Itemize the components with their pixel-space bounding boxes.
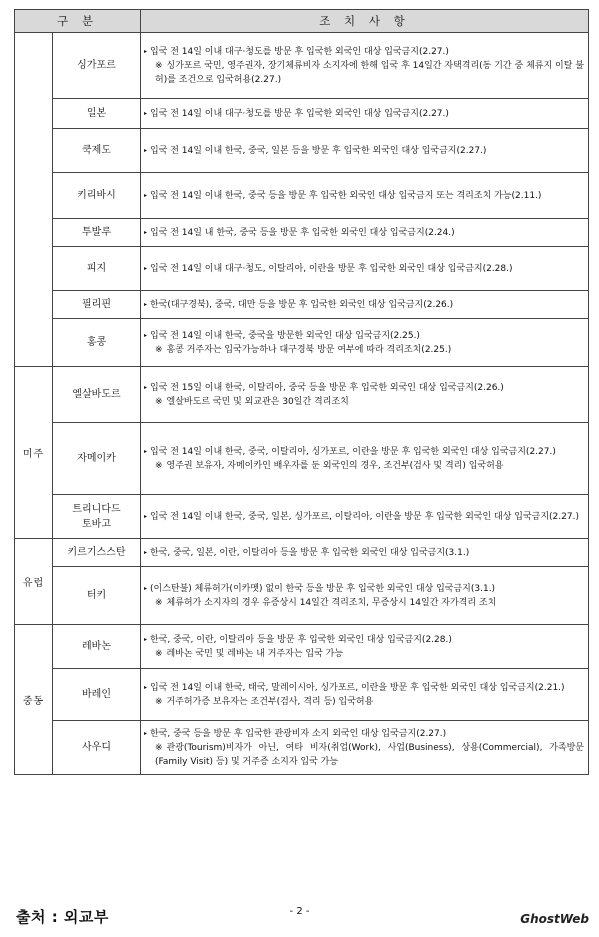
measure-note (144, 596, 584, 610)
measure-line (144, 546, 584, 560)
reference-mark-icon: ※ (155, 460, 163, 471)
note-text: 거주허가증 보유자는 조건부(검사, 격리 등) 입국허용 (166, 696, 374, 707)
country-cell (53, 625, 141, 669)
measure-cell (141, 173, 589, 219)
table-row (15, 319, 589, 367)
measure-cell (141, 247, 589, 291)
header-measures: 조 치 사 항 (141, 10, 589, 33)
reference-mark-icon: ※ (155, 597, 163, 608)
table-row (15, 423, 589, 495)
measure-text: 입국 전 14일 이내 한국, 중국, 이탈리아, 싱가포르, 이란을 방문 후 입국한 외국인 대상 입국금지(2.27.) (150, 446, 556, 457)
country-name: 엘살바도르 (72, 389, 121, 400)
country-name: 트리니다드 토바고 (72, 503, 121, 530)
table-row (15, 173, 589, 219)
measure-line (144, 189, 584, 203)
table-row (15, 539, 589, 567)
bullet-triangle-icon: ▸ (144, 146, 148, 154)
measure-cell (141, 219, 589, 247)
measure-line (144, 298, 584, 312)
measure-line (144, 226, 584, 240)
table-row (15, 625, 589, 669)
country-cell (53, 247, 141, 291)
bullet-triangle-icon: ▸ (144, 191, 148, 199)
measure-cell (141, 33, 589, 99)
reference-mark-icon: ※ (155, 696, 163, 707)
watermark-logo: GhostWeb (520, 912, 589, 926)
source-label: 출처 : 외교부 (16, 908, 109, 926)
header-category: 구 분 (15, 10, 141, 33)
measure-note (144, 459, 584, 473)
measure-cell (141, 423, 589, 495)
page-number: - 2 - (289, 906, 310, 917)
country-name: 싱가포르 (77, 60, 116, 71)
measure-line (144, 445, 584, 459)
region-cell: 미주 (15, 367, 53, 539)
table-row (15, 33, 589, 99)
note-text: 레바논 국민 및 레바논 내 거주자는 입국 가능 (166, 648, 344, 659)
measure-note (144, 695, 584, 709)
table-header-row (15, 10, 589, 33)
measure-cell (141, 567, 589, 625)
region-cell: 유럽 (15, 539, 53, 625)
measure-text: 입국 전 14일 내 한국, 중국 등을 방문 후 입국한 외국인 대상 입국금지(2.24.) (150, 227, 455, 238)
table-row (15, 99, 589, 129)
measure-line (144, 633, 584, 647)
measure-text: 입국 전 14일 이내 대구·청도, 이탈리아, 이란을 방문 후 입국한 외국인 대상 입국금지(2.28.) (150, 263, 513, 274)
measure-line (144, 144, 584, 158)
reference-mark-icon: ※ (155, 344, 163, 355)
table-row (15, 495, 589, 539)
bullet-triangle-icon: ▸ (144, 47, 148, 55)
measure-text: 입국 전 14일 이내 한국, 태국, 말레이시아, 싱가포르, 이란을 방문 후 입국한 외국인 대상 입국금지(2.21.) (150, 682, 565, 693)
bullet-triangle-icon: ▸ (144, 729, 148, 737)
table-row (15, 567, 589, 625)
country-cell (53, 423, 141, 495)
note-text: 관광(Tourism)비자가 아닌, 여타 비자(취업(Work), 사업(Business), 상용(Commercial), 가족방문(Family Visit) 등) 및 거주증 소지자 입국 가능 (155, 742, 584, 767)
table-row (15, 367, 589, 423)
country-name: 바레인 (82, 689, 111, 700)
country-cell (53, 173, 141, 219)
country-cell (53, 721, 141, 775)
measure-text: 한국, 중국, 이란, 이탈리아 등을 방문 후 입국한 외국인 대상 입국금지(2.28.) (150, 634, 452, 645)
measure-line (144, 381, 584, 395)
bullet-triangle-icon: ▸ (144, 109, 148, 117)
country-name: 쿡제도 (82, 145, 111, 156)
country-name: 필리핀 (82, 299, 111, 310)
country-name: 레바논 (82, 641, 111, 652)
measure-text: (이스탄불) 체류허가(이카멧) 없이 한국 등을 방문 후 입국한 외국인 대상 입국금지(3.1.) (150, 583, 496, 594)
measure-note (144, 395, 584, 409)
measure-note (144, 647, 584, 661)
country-cell (53, 129, 141, 173)
table-row (15, 669, 589, 721)
country-name: 키르기스스탄 (67, 547, 126, 558)
measure-line (144, 262, 584, 276)
measure-text: 입국 전 14일 이내 한국, 중국을 방문한 외국인 대상 입국금지(2.25.) (150, 330, 420, 341)
measure-text: 입국 전 14일 이내 대구·청도를 방문 후 입국한 외국인 대상 입국금지(2.27.) (150, 108, 449, 119)
country-cell (53, 539, 141, 567)
country-cell (53, 99, 141, 129)
table-row (15, 129, 589, 173)
measure-cell (141, 669, 589, 721)
measure-note (144, 741, 584, 769)
measure-text: 한국(대구경북), 중국, 대만 등을 방문 후 입국한 외국인 대상 입국금지(2.26.) (150, 299, 454, 310)
country-name: 홍콩 (86, 337, 107, 348)
measure-cell (141, 495, 589, 539)
region-cell (15, 33, 53, 367)
country-cell (53, 319, 141, 367)
reference-mark-icon: ※ (155, 648, 163, 659)
measure-line (144, 681, 584, 695)
measure-text: 입국 전 15일 이내 한국, 이탈리아, 중국 등을 방문 후 입국한 외국인 대상 입국금지(2.26.) (150, 382, 504, 393)
country-name: 자메이카 (77, 453, 116, 464)
country-name: 피지 (86, 263, 107, 274)
measure-line (144, 45, 584, 59)
country-name: 투발루 (82, 227, 111, 238)
measures-table (14, 9, 589, 775)
measure-note (144, 59, 584, 87)
bullet-triangle-icon: ▸ (144, 228, 148, 236)
measure-cell (141, 99, 589, 129)
measure-text: 입국 전 14일 이내 한국, 중국, 일본 등을 방문 후 입국한 외국인 대상 입국금지(2.27.) (150, 145, 487, 156)
measure-cell (141, 319, 589, 367)
bullet-triangle-icon: ▸ (144, 300, 148, 308)
country-cell (53, 291, 141, 319)
measure-text: 한국, 중국 등을 방문 후 입국한 관광비자 소지 외국인 대상 입국금지(2.27.) (150, 728, 447, 739)
country-name: 키리바시 (77, 190, 116, 201)
country-cell (53, 33, 141, 99)
note-text: 체류허가 소지자의 경우 유증상시 14일간 격리조치, 무증상시 14일간 자가격리 조치 (166, 597, 497, 608)
reference-mark-icon: ※ (155, 396, 163, 407)
measure-cell (141, 721, 589, 775)
bullet-triangle-icon: ▸ (144, 635, 148, 643)
measure-cell (141, 129, 589, 173)
region-cell: 중동 (15, 625, 53, 775)
bullet-triangle-icon: ▸ (144, 584, 148, 592)
bullet-triangle-icon: ▸ (144, 512, 148, 520)
measure-line (144, 727, 584, 741)
country-cell (53, 669, 141, 721)
measure-note (144, 343, 584, 357)
measure-text: 입국 전 14일 이내 대구·청도를 방문 후 입국한 외국인 대상 입국금지(2.27.) (150, 46, 449, 57)
bullet-triangle-icon: ▸ (144, 548, 148, 556)
country-cell (53, 495, 141, 539)
reference-mark-icon: ※ (155, 742, 163, 753)
bullet-triangle-icon: ▸ (144, 383, 148, 391)
measure-line (144, 329, 584, 343)
measure-cell (141, 291, 589, 319)
country-name: 일본 (86, 108, 107, 119)
measure-line (144, 510, 584, 524)
country-cell (53, 567, 141, 625)
bullet-triangle-icon: ▸ (144, 683, 148, 691)
note-text: 영주권 보유자, 자메이카인 배우자를 둔 외국인의 경우, 조건부(검사 및 격리) 입국허용 (166, 460, 504, 471)
measure-cell (141, 539, 589, 567)
measure-text: 한국, 중국, 일본, 이란, 이탈리아 등을 방문 후 입국한 외국인 대상 입국금지(3.1.) (150, 547, 470, 558)
reference-mark-icon: ※ (155, 60, 163, 71)
note-text: 홍콩 거주자는 입국가능하나 대구경북 방문 여부에 따라 격리조치(2.25.) (166, 344, 452, 355)
country-cell (53, 219, 141, 247)
measure-cell (141, 367, 589, 423)
note-text: 싱가포르 국민, 영주권자, 장기체류비자 소지자에 한해 입국 후 14일간 자택격리(동 기간 중 체류지 이탈 불허)를 조건으로 입국허용(2.27.) (155, 60, 584, 85)
note-text: 엘살바도르 국민 및 외교관은 30일간 격리조치 (166, 396, 349, 407)
country-name: 사우디 (82, 742, 111, 753)
table-row (15, 291, 589, 319)
country-cell (53, 367, 141, 423)
table-row (15, 721, 589, 775)
measure-text: 입국 전 14일 이내 한국, 중국, 일본, 싱가포르, 이탈리아, 이란을 방문 후 입국한 외국인 대상 입국금지(2.27.) (150, 511, 579, 522)
table-row (15, 219, 589, 247)
measure-cell (141, 625, 589, 669)
bullet-triangle-icon: ▸ (144, 447, 148, 455)
bullet-triangle-icon: ▸ (144, 331, 148, 339)
measure-text: 입국 전 14일 이내 한국, 중국 등을 방문 후 입국한 외국인 대상 입국금지 또는 격리조치 가능(2.11.) (150, 190, 542, 201)
bullet-triangle-icon: ▸ (144, 264, 148, 272)
country-name: 터키 (86, 590, 107, 601)
measure-line (144, 107, 584, 121)
measure-line (144, 582, 584, 596)
table-row (15, 247, 589, 291)
